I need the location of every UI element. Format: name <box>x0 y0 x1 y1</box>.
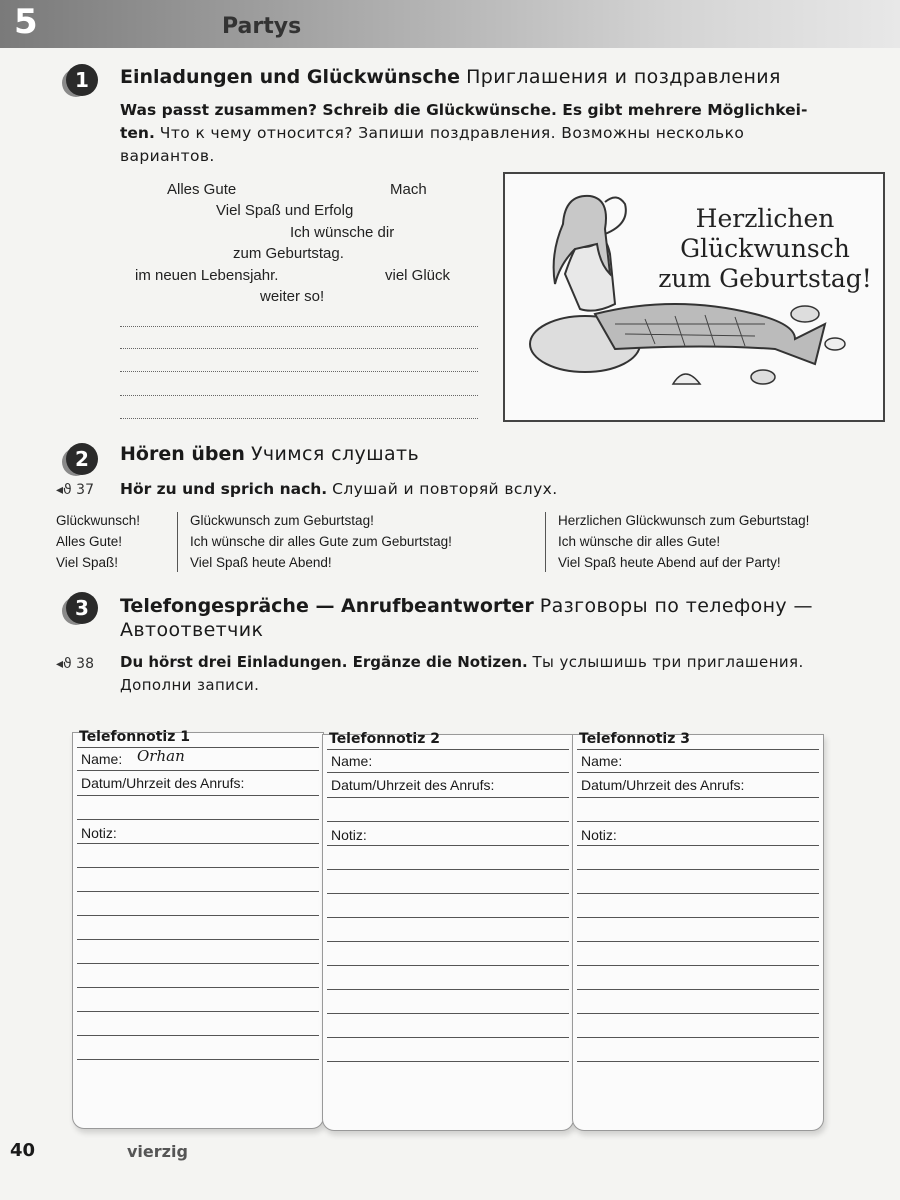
answer-line[interactable] <box>120 395 478 396</box>
word-item: Alles Gute <box>167 181 237 198</box>
note-line[interactable] <box>327 965 569 966</box>
page-number: 40 <box>10 1140 36 1161</box>
pad-rule <box>577 845 819 846</box>
word-item: Viel Spaß und Erfolg <box>216 202 354 219</box>
note-line[interactable] <box>327 1037 569 1038</box>
phrase-cell: Viel Spaß heute Abend auf der Party! <box>558 555 781 570</box>
card-line-1: Herzlichen <box>695 204 835 233</box>
phrase-cell: Ich wünsche dir alles Gute! <box>558 534 721 549</box>
pad-rule <box>577 772 819 773</box>
pad-rule <box>77 770 319 771</box>
note-line[interactable] <box>327 989 569 990</box>
telefonnotiz-pad-3 <box>572 731 824 1131</box>
section-2-instructions <box>120 478 558 501</box>
word-item: Mach <box>390 181 427 198</box>
note-line[interactable] <box>577 941 819 942</box>
phrase-cell: Viel Spaß! <box>56 555 119 570</box>
note-line[interactable] <box>327 941 569 942</box>
section-1-title-ru: Приглашения и поздравления <box>466 66 781 88</box>
pad-rule <box>327 797 569 798</box>
section-3-badge: 3 <box>66 592 98 624</box>
note-line[interactable] <box>577 893 819 894</box>
note-line[interactable] <box>77 891 319 892</box>
telefonnotiz-pad-2 <box>322 731 574 1131</box>
note-line[interactable] <box>77 1035 319 1036</box>
phrase-column-2 <box>190 510 452 573</box>
note-line[interactable] <box>577 917 819 918</box>
answer-line[interactable] <box>120 348 478 349</box>
section-2-title <box>120 443 419 465</box>
word-item: weiter so! <box>260 288 325 305</box>
chapter-header-bar <box>0 0 900 48</box>
section-1-title <box>120 66 781 88</box>
note-line[interactable] <box>577 965 819 966</box>
note-line[interactable] <box>327 893 569 894</box>
section-2-badge: 2 <box>66 443 98 475</box>
audio-track[interactable] <box>56 656 94 672</box>
answer-line[interactable] <box>120 418 478 419</box>
note-line[interactable] <box>77 939 319 940</box>
section-3-title-de: Telefongespräche — Anrufbeantworter <box>120 595 534 617</box>
note-line[interactable] <box>77 987 319 988</box>
note-line[interactable] <box>577 1013 819 1014</box>
pad-title: Telefonnotiz 3 <box>579 731 690 747</box>
chapter-title: Partys <box>222 14 302 39</box>
speaker-icon: ◂ϑ <box>56 656 72 672</box>
note-line[interactable] <box>77 963 319 964</box>
note-line[interactable] <box>77 1011 319 1012</box>
pad-rule <box>577 821 819 822</box>
phrase-column-3 <box>558 510 809 573</box>
pad-title: Telefonnotiz 1 <box>79 729 190 745</box>
audio-track-number: 38 <box>76 656 94 672</box>
section-2-title-de: Hören üben <box>120 443 245 465</box>
name-label: Name: <box>81 751 123 767</box>
section-1-badge: 1 <box>66 64 98 96</box>
name-field[interactable]: Orhan <box>137 747 185 765</box>
section-2-title-ru: Учимся слушать <box>250 443 420 465</box>
note-line[interactable] <box>77 867 319 868</box>
section-3-instr-ru-1: Ты услышишь три приглашения. <box>532 653 804 671</box>
pad-rule <box>77 795 319 796</box>
audio-track-number: 37 <box>76 482 94 498</box>
instr-ru-2: вариантов. <box>120 147 215 165</box>
word-item: viel Glück <box>385 267 451 284</box>
section-3-title-ru-2: Автоответчик <box>120 619 264 641</box>
word-item: zum Geburtstag. <box>233 245 344 262</box>
phrase-cell: Herzlichen Glückwunsch zum Geburtstag! <box>558 513 810 528</box>
section-3-title <box>120 594 890 642</box>
note-line[interactable] <box>327 1061 569 1062</box>
notiz-label: Notiz: <box>331 827 367 843</box>
note-line[interactable] <box>577 1061 819 1062</box>
column-divider <box>177 512 178 572</box>
answer-line[interactable] <box>120 326 478 327</box>
phrase-cell: Glückwunsch! <box>56 513 141 528</box>
answer-line[interactable] <box>120 371 478 372</box>
section-3-instructions <box>120 651 895 697</box>
pad-rule <box>577 797 819 798</box>
name-label: Name: <box>331 753 373 769</box>
section-3-instr-bold: Du hörst drei Einladungen. Ergänze die Notizen. <box>120 653 528 671</box>
pad-title: Telefonnotiz 2 <box>329 731 440 747</box>
chapter-number: 5 <box>14 2 38 42</box>
telefonnotiz-pad-1 <box>72 729 324 1129</box>
phrase-cell: Viel Spaß heute Abend! <box>190 555 332 570</box>
note-line[interactable] <box>327 1013 569 1014</box>
note-line[interactable] <box>327 917 569 918</box>
pad-rule <box>327 845 569 846</box>
column-divider <box>545 512 546 572</box>
card-greeting-text <box>655 204 875 294</box>
greeting-card <box>503 172 885 422</box>
phrase-column-1 <box>56 510 140 573</box>
section-3-title-ru-1: Разговоры по телефону — <box>539 595 813 617</box>
section-1-title-de: Einladungen und Glückwünsche <box>120 66 461 88</box>
pad-rule <box>577 749 819 750</box>
pad-rule <box>327 772 569 773</box>
section-2-instr-ru: Слушай и повторяй вслух. <box>332 480 558 498</box>
instr-bold-2: ten. <box>120 124 155 142</box>
date-time-label: Datum/Uhrzeit des Anrufs: <box>581 777 745 793</box>
phrase-cell: Ich wünsche dir alles Gute zum Geburtstag! <box>190 534 452 549</box>
section-2-instr-bold: Hör zu und sprich nach. <box>120 480 328 498</box>
date-time-label: Datum/Uhrzeit des Anrufs: <box>331 777 495 793</box>
note-line[interactable] <box>77 1059 319 1060</box>
date-time-label: Datum/Uhrzeit des Anrufs: <box>81 775 245 791</box>
speaker-icon: ◂ϑ <box>56 482 72 498</box>
phrase-cell: Alles Gute! <box>56 534 123 549</box>
name-label: Name: <box>581 753 623 769</box>
section-1-instructions <box>120 99 890 168</box>
note-line[interactable] <box>577 869 819 870</box>
page-number-word: vierzig <box>127 1142 188 1161</box>
word-item: Ich wünsche dir <box>290 224 395 241</box>
instr-bold-1: Was passt zusammen? Schreib die Glückwünsche. Es gibt mehrere Möglichkei- <box>120 101 808 119</box>
notiz-label: Notiz: <box>581 827 617 843</box>
instr-ru-1: Что к чему относится? Запиши поздравления. Возможны несколько <box>159 124 745 142</box>
note-line[interactable] <box>77 915 319 916</box>
notiz-label: Notiz: <box>81 825 117 841</box>
pad-rule <box>77 843 319 844</box>
pad-rule <box>327 821 569 822</box>
note-line[interactable] <box>327 869 569 870</box>
audio-track[interactable] <box>56 482 94 498</box>
pad-rule <box>77 819 319 820</box>
section-3-instr-ru-2: Дополни записи. <box>120 676 260 694</box>
word-item: im neuen Lebensjahr. <box>135 267 279 284</box>
note-line[interactable] <box>577 989 819 990</box>
card-line-2: Glückwunsch <box>680 234 850 263</box>
phrase-cell: Glückwunsch zum Geburtstag! <box>190 513 374 528</box>
pad-rule <box>77 747 319 748</box>
pad-rule <box>327 749 569 750</box>
card-line-3: zum Geburtstag! <box>658 264 872 293</box>
note-line[interactable] <box>577 1037 819 1038</box>
